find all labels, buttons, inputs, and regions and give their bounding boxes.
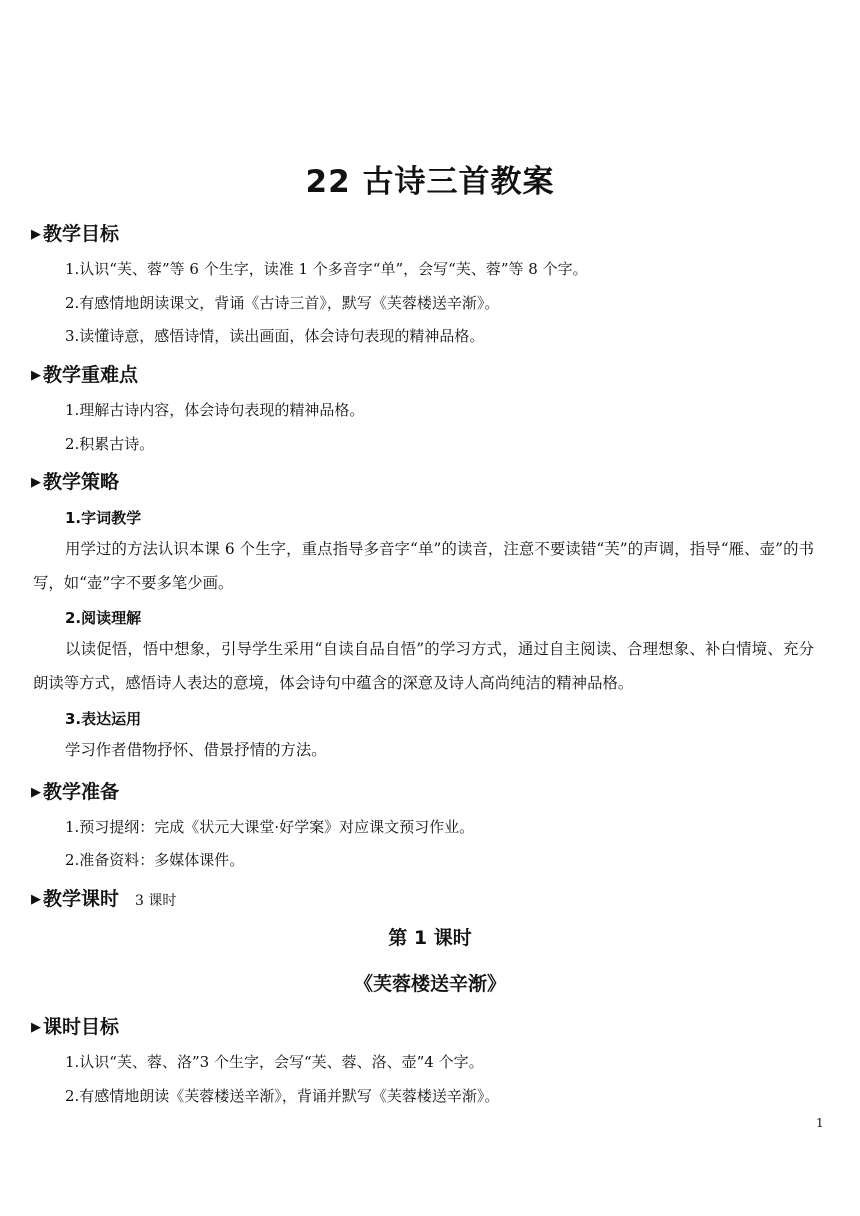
section-heading-label: 教学课时 [43, 888, 120, 910]
strategy-subheading: 1.字词教学 [65, 509, 142, 527]
strategy-paragraph: 以读促悟，悟中想象，引导学生采用“自读自品自悟”的学习方式，通过自主阅读、合理想象、补白情境、充分朗读等方式，感悟诗人表达的意境，体会诗句中蕴含的深意及诗人高尚纯洁的精神品格。 [33, 640, 814, 692]
triangle-bullet-icon: ▶ [31, 475, 41, 490]
document-title: 22 古诗三首教案 [305, 164, 555, 200]
key-point-item: 2.积累古诗。 [65, 435, 155, 453]
lesson-goal-item: 1.认识“芙、蓉、洛”3 个生字，会写“芙、蓉、洛、壶”4 个字。 [65, 1053, 484, 1071]
triangle-bullet-icon: ▶ [31, 785, 41, 800]
section-heading-label: 教学重难点 [43, 364, 139, 386]
lesson-heading: 第 1 课时 [388, 927, 472, 949]
section-heading-key-points [31, 360, 138, 387]
section-heading-lesson-goals [31, 1012, 119, 1039]
section-heading-strategy [31, 467, 119, 494]
goal-item: 1.认识“芙、蓉”等 6 个生字，读准 1 个多音字“单”，会写“芙、蓉”等 8 个字。 [65, 260, 588, 278]
goal-item: 2.有感情地朗读课文，背诵《古诗三首》，默写《芙蓉楼送辛渐》。 [65, 294, 500, 312]
goal-item: 3.读懂诗意，感悟诗情，读出画面，体会诗句表现的精神品格。 [65, 327, 485, 345]
triangle-bullet-icon: ▶ [31, 227, 41, 242]
section-heading-prep [31, 777, 119, 804]
prep-item: 1.预习提纲：完成《状元大课堂·好学案》对应课文预习作业。 [65, 818, 475, 836]
triangle-bullet-icon: ▶ [31, 368, 41, 383]
triangle-bullet-icon: ▶ [31, 1020, 41, 1035]
strategy-subheading: 3.表达运用 [65, 710, 142, 728]
section-heading-label: 教学目标 [43, 223, 120, 245]
section-heading-label: 教学准备 [43, 781, 120, 803]
prep-item: 2.准备资料：多媒体课件。 [65, 851, 245, 869]
section-heading-hours [31, 884, 176, 911]
poem-title: 《芙蓉楼送辛渐》 [353, 973, 506, 995]
page-number: 1 [816, 1116, 824, 1130]
triangle-bullet-icon: ▶ [31, 892, 41, 907]
section-heading-label: 教学策略 [43, 471, 120, 493]
hours-value: 3 课时 [135, 893, 177, 909]
key-point-item: 1.理解古诗内容，体会诗句表现的精神品格。 [65, 401, 365, 419]
section-heading-goals [31, 219, 119, 246]
strategy-subheading: 2.阅读理解 [65, 609, 142, 627]
strategy-paragraph: 用学过的方法认识本课 6 个生字，重点指导多音字“单”的读音，注意不要读错“芙”的声调，指导“雁、壶”的书写，如“壶”字不要多笔少画。 [33, 540, 814, 592]
lesson-goal-item: 2.有感情地朗读《芙蓉楼送辛渐》，背诵并默写《芙蓉楼送辛渐》。 [65, 1087, 500, 1105]
section-heading-label: 课时目标 [43, 1016, 120, 1038]
strategy-paragraph: 学习作者借物抒怀、借景抒情的方法。 [65, 741, 327, 759]
